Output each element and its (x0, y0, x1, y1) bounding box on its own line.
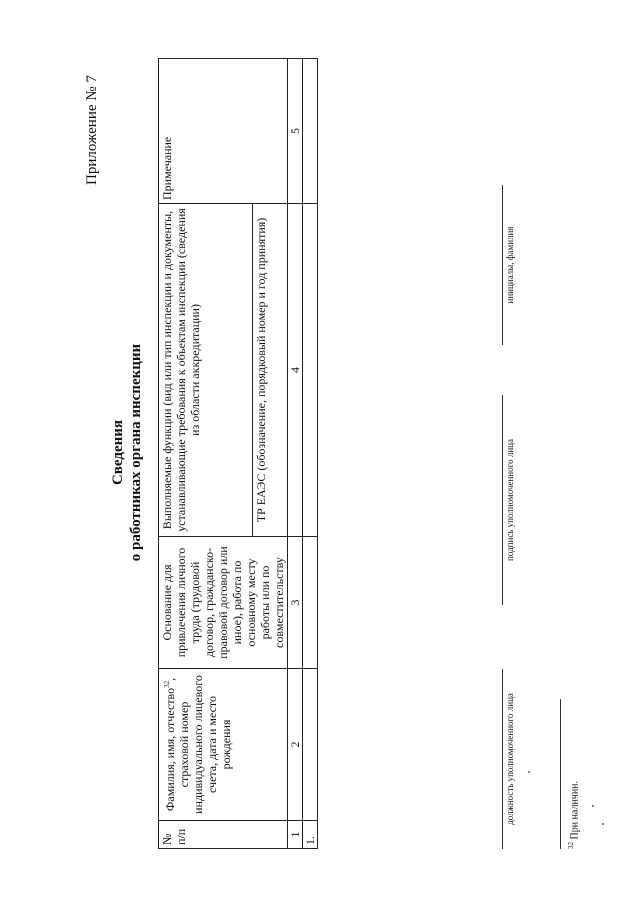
scan-speck (592, 805, 594, 807)
column-number-row (288, 59, 303, 849)
header-name (159, 669, 288, 821)
column-number: 3 (288, 537, 303, 669)
workers-table (158, 58, 318, 849)
scan-speck (602, 823, 604, 825)
footnote-separator (560, 699, 561, 849)
header-num: № п/п (159, 821, 288, 849)
table-row (303, 59, 318, 849)
table-header-row (159, 59, 253, 849)
column-number: 5 (288, 59, 303, 204)
column-number: 1 (288, 821, 303, 849)
column-number: 4 (288, 204, 303, 537)
header-basis: Основание для привлечения личного труда (трудовой договор, гражданско-правовой договор или иное), работа по основному месту работы или по совместительству (159, 537, 288, 669)
row-functions (303, 204, 318, 537)
header-functions: Выполняемые функции (вид или тип инспекции и документы, устанавливающие требования к объектам инспекции (сведения из области аккредитации) (159, 204, 253, 537)
position-line (502, 669, 503, 849)
header-notes: Примечание (159, 59, 288, 204)
header-name-part1: Фамилия, имя, отчество (163, 687, 177, 812)
row-num: 1. (303, 821, 318, 849)
position-label: должность уполномоченного лица (505, 693, 515, 825)
document-subtitle: о работниках органа инспекции (128, 343, 144, 562)
column-number: 2 (288, 669, 303, 821)
header-functions-sub: ТР ЕАЭС (обозначение, порядковый номер и год принятия) (252, 204, 287, 537)
scan-speck (528, 771, 530, 773)
footnote-text: При наличии. (569, 780, 581, 842)
signature-line (502, 395, 503, 605)
signature-label: подпись уполномоченного лица (505, 439, 515, 561)
row-name (303, 669, 318, 821)
initials-label: инициалы, фамилия (505, 226, 515, 304)
initials-line (502, 185, 503, 345)
footnote-number: 32 (567, 842, 575, 849)
document-title: Сведения (110, 419, 126, 486)
footnote (567, 781, 580, 849)
header-name-part2: , страховой номер индивидуального лицевого счета, дата и место рождения (163, 675, 233, 814)
appendix-label: Приложение № 7 (84, 75, 100, 185)
row-basis (303, 537, 318, 669)
row-notes (303, 59, 318, 204)
footnote-ref: 32 (163, 680, 171, 688)
